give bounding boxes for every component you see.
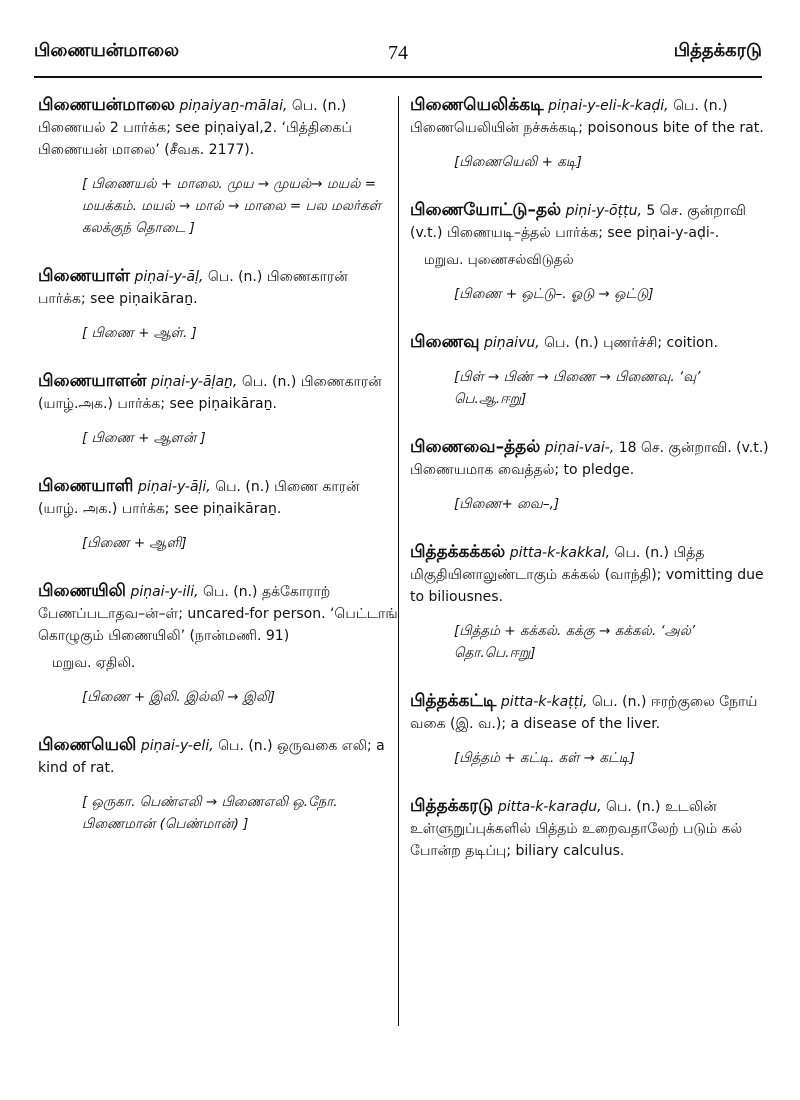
entry-definition: பிணைகாரன் பார்க்க; see piṇaikāraṉ. xyxy=(38,269,348,307)
entry-etymology: [பிணை + ஆளி] xyxy=(82,535,187,551)
entry-part-of-speech: பெ. (n.) xyxy=(673,98,728,114)
entry-part-of-speech: 5 செ. xyxy=(646,203,683,219)
entry-part-of-speech: பெ. (n.) xyxy=(544,335,599,351)
entry-headword: பிணையிலி xyxy=(38,581,126,601)
dictionary-entry xyxy=(410,94,770,173)
entry-transliteration: piṇi-y-ōṭṭu, xyxy=(565,203,642,219)
dictionary-entry xyxy=(38,94,398,239)
entry-headword: பித்தக்கட்டி xyxy=(410,691,497,711)
entry-part-of-speech: பெ. (n.) xyxy=(203,584,258,600)
entry-etymology: [பிணை + இலி. இல்லி → இலி] xyxy=(82,689,276,705)
entry-etymology: [பிணை + ஒட்டு–. ஓடு → ஒட்டு] xyxy=(454,286,654,302)
header-rule xyxy=(34,76,762,78)
entry-transliteration: piṇai-y-eli-k-kaḍi, xyxy=(548,98,669,114)
entry-etymology: [ ஒருகா. பெண்எலி → பிணைஎலி ஒ.நோ. பிணைமான் (பெண்மான்) ] xyxy=(82,794,338,832)
entry-etymology: [பித்தம் + கக்கல். கக்கு → கக்கல். ‘அல்’ தொ.பெ.ஈறு] xyxy=(454,623,696,661)
entry-part-of-speech: பெ. (n.) xyxy=(291,98,347,114)
entry-definition: ஈரற்குலை நோய் வகை (இ. வ.); a disease of the liver. xyxy=(410,694,758,732)
entry-headword: பித்தக்கக்கல் xyxy=(410,542,506,562)
entry-transliteration: piṇaiyaṉ-mālai, xyxy=(179,98,288,114)
entry-headword: பிணைவு xyxy=(410,332,480,352)
header-first-word: பிணையன்மாலை xyxy=(34,40,180,61)
page-header xyxy=(34,36,762,70)
column-divider xyxy=(398,96,399,1026)
entry-part-of-speech: பெ. (n.) xyxy=(215,479,270,495)
dictionary-entry xyxy=(410,690,770,769)
dictionary-entry xyxy=(38,475,398,554)
entry-transliteration: piṇai-y-ili, xyxy=(130,584,199,600)
entry-definition: பித்த மிகுதியினாலுண்டாகும் கக்கல் (வாந்தி); vomitting due to biliousnes. xyxy=(410,545,764,605)
entry-transliteration: piṇai-y-āḷ, xyxy=(134,269,204,285)
entry-definition: புணர்ச்சி; coition. xyxy=(603,335,718,351)
entry-part-of-speech: பெ. (n.) xyxy=(218,738,273,754)
entry-etymology: [ பிணையல் + மாலை. முய → முயல்→ மயல் = மயக்கம். மயல் → மால் → மாலை = பல மலர்கள் கலக்குந் தொடை ] xyxy=(82,176,381,236)
entry-part-of-speech: பெ. (n.) xyxy=(614,545,670,561)
entry-headword: பிணையாளி xyxy=(38,476,134,496)
entry-transliteration: pitta-k-karaḍu, xyxy=(497,799,602,815)
entry-part-of-speech: பெ. (n.) xyxy=(591,694,647,710)
entry-transliteration: piṇai-y-eli, xyxy=(140,738,214,754)
dictionary-entry xyxy=(410,541,770,664)
entry-transliteration: pitta-k-kaṭṭi, xyxy=(500,694,588,710)
entry-headword: பிணையாளன் xyxy=(38,371,147,391)
entry-headword: பிணையன்மாலை xyxy=(38,95,176,115)
entry-definition: ஒருவகை எலி; a kind of rat. xyxy=(38,738,385,776)
dictionary-entry xyxy=(410,199,770,305)
entry-etymology: [பித்தம் + கட்டி. கள் → கட்டி] xyxy=(454,750,635,766)
dictionary-entry xyxy=(38,734,398,835)
entry-headword: பிணையாள் xyxy=(38,266,131,286)
entry-definition: பிணையல் 2 பார்க்க; see piṇaiyal,2. ‘பித்திகைப் பிணையன் மாலை’ (சீவக. 2177). xyxy=(38,120,352,158)
entry-definition: பிணையெலியின் நச்சுக்கடி; poisonous bite of the rat. xyxy=(410,120,764,136)
entry-definition: குன்றாவி (v.t.) பிணையடி–த்தல் பார்க்க; see piṇai-y-aḍi-. xyxy=(410,203,746,241)
entry-transliteration: piṇai-vai-, xyxy=(544,440,615,456)
dictionary-entry xyxy=(38,580,398,708)
dictionary-entry xyxy=(410,436,770,515)
entry-etymology: [ பிணை + ஆளன் ] xyxy=(82,430,206,446)
entry-synonym-note: மறுவ. ஏதிலி. xyxy=(52,655,136,671)
entry-headword: பிணையெலி xyxy=(38,735,137,755)
entry-part-of-speech: பெ. (n.) xyxy=(241,374,297,390)
entry-etymology: [ பிணை + ஆள். ] xyxy=(82,325,197,341)
entry-definition: உடலின் உள்ளுறுப்புக்களில் பித்தம் உறைவதாலேற் படும் கல் போன்ற தடிப்பு; biliary calculus. xyxy=(410,799,743,859)
dictionary-entry xyxy=(410,331,770,410)
entry-headword: பிணையோட்டு–தல் xyxy=(410,200,562,220)
entry-part-of-speech: பெ. (n.) xyxy=(207,269,263,285)
entry-etymology: [பிணையெலி + கடி] xyxy=(454,154,582,170)
entry-definition: தக்கோராற் பேணப்படாதவ–ன்–ள்; uncared-for person. ‘பெட்டாங் கொழுகும் பிணையிலி’ (நான்மணி. 91) xyxy=(38,584,398,644)
entry-definition: பிணைகாரன் (யாழ்.அக.) பார்க்க; see piṇaikāraṉ. xyxy=(38,374,382,412)
entry-headword: பிணைவை–த்தல் xyxy=(410,437,541,457)
entry-transliteration: pitta-k-kakkal, xyxy=(509,545,611,561)
entry-definition: பிணை காரன் (யாழ். அக.) பார்க்க; see piṇaikāraṉ. xyxy=(38,479,360,517)
entry-headword: பித்தக்கரடு xyxy=(410,796,494,816)
entry-definition: குன்றாவி. (v.t.) பிணையமாக வைத்தல்; to pledge. xyxy=(410,440,769,478)
entry-transliteration: piṇaivu, xyxy=(483,335,540,351)
left-column xyxy=(38,94,398,861)
entry-etymology: [பிணை+ வை–,] xyxy=(454,496,560,512)
entry-synonym-note: மறுவ. புணைசல்விடுதல் xyxy=(424,252,574,268)
entry-headword: பிணையெலிக்கடி xyxy=(410,95,544,115)
header-last-word: பித்தக்கரடு xyxy=(673,40,762,61)
entry-etymology: [பிள் → பிண் → பிணை → பிணைவு. ‘வு’ பெ.ஆ.ஈறு] xyxy=(454,369,701,407)
entry-part-of-speech: பெ. (n.) xyxy=(606,799,661,815)
page-number: 74 xyxy=(388,42,408,64)
entry-transliteration: piṇai-y-āḷaṉ, xyxy=(150,374,238,390)
right-column xyxy=(410,94,770,888)
entry-part-of-speech: 18 செ. xyxy=(618,440,665,456)
dictionary-entry xyxy=(38,370,398,449)
dictionary-entry xyxy=(38,265,398,344)
entry-transliteration: piṇai-y-āḷi, xyxy=(137,479,211,495)
dictionary-entry xyxy=(410,795,770,862)
